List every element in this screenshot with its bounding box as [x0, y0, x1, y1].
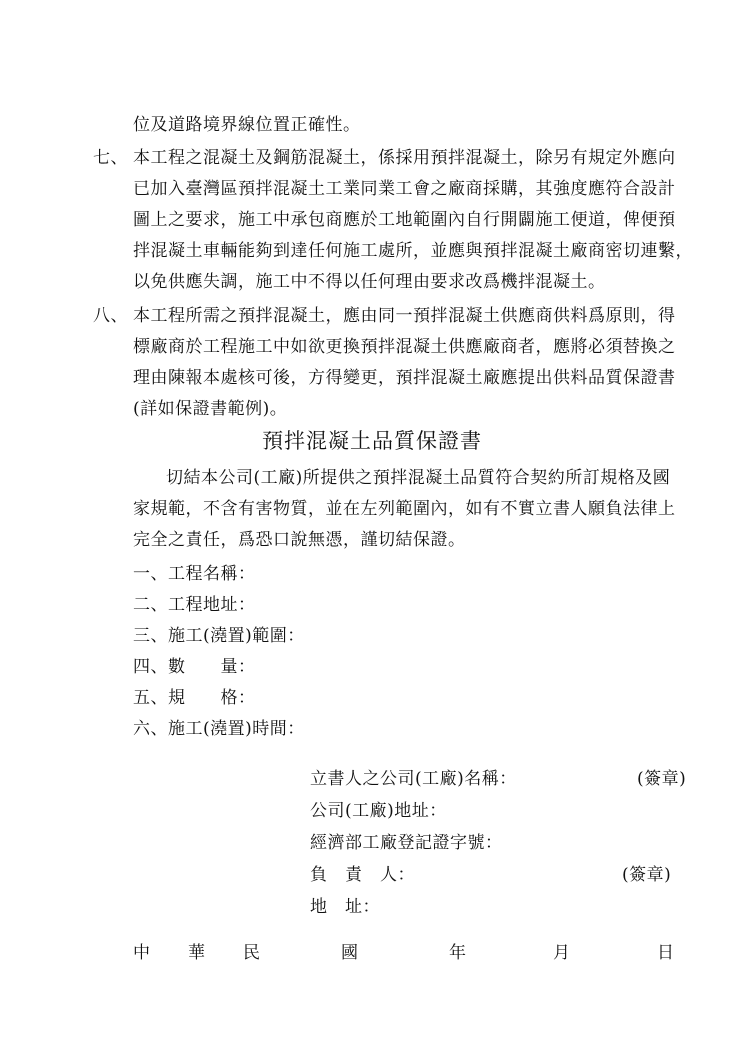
date-line: [0, 941, 744, 965]
certificate-body-line: 切結本公司(工廠)所提供之預拌混凝土品質符合契約所訂規格及國: [166, 468, 671, 488]
clause-eight-line: 理由陳報本處核可後，方得變更，預拌混凝土廠應提出供料品質保證書: [133, 368, 676, 388]
signatory-registration-number: 經濟部工廠登記證字號：: [310, 833, 503, 853]
date-char-zhong: 中: [133, 943, 151, 963]
clause-eight-line: (詳如保證書範例)。: [133, 399, 288, 419]
date-day-label: 日: [657, 943, 675, 963]
clause-eight-marker: 八、: [93, 306, 128, 326]
date-char-hua: 華: [188, 943, 206, 963]
clause-seven-line: 圖上之要求，施工中承包商應於工地範圍內自行開闢施工便道，俾便預: [133, 210, 676, 230]
date-month-label: 月: [553, 943, 571, 963]
clause-seven-marker: 七、: [93, 148, 128, 168]
field-project-name: 一、工程名稱：: [133, 564, 256, 584]
clause-eight-line: 本工程所需之預拌混凝土，應由同一預拌混凝土供應商供料爲原則，得: [133, 306, 676, 326]
field-quantity: 四、數 量：: [133, 657, 256, 677]
clause-seven-line: 以免供應失調，施工中不得以任何理由要求改爲機拌混凝土。: [133, 272, 606, 292]
signatory-company-name: 立書人之公司(工廠)名稱：: [310, 769, 517, 789]
field-pour-time: 六、施工(澆置)時間：: [133, 719, 305, 739]
signatory-company-address: 公司(工廠)地址：: [310, 801, 447, 821]
person-seal-label: (簽章): [622, 865, 672, 885]
field-specification: 五、規 格：: [133, 688, 256, 708]
certificate-title: 預拌混凝土品質保證書: [262, 429, 482, 453]
signatory-address: 地 址：: [310, 897, 380, 917]
clause-seven-line: 已加入臺灣區預拌混凝土工業同業工會之廠商採購，其強度應符合設計: [133, 179, 676, 199]
field-pour-scope: 三、施工(澆置)範圍：: [133, 626, 305, 646]
clause-eight-line: 標廠商於工程施工中如欲更換預拌混凝土供應廠商者，應將必須替換之: [133, 337, 676, 357]
clause-continuation: 位及道路境界線位置正確性。: [133, 115, 361, 135]
date-year-label: 年: [449, 943, 467, 963]
clause-seven-line: 本工程之混凝土及鋼筋混凝土，係採用預拌混凝土，除另有規定外應向: [133, 148, 676, 168]
certificate-body-line: 家規範，不含有害物質，並在左列範圍內，如有不實立書人願負法律上: [133, 499, 676, 519]
date-char-min: 民: [243, 943, 261, 963]
signatory-responsible-person: 負 責 人：: [310, 865, 415, 885]
company-seal-label: (簽章): [637, 769, 687, 789]
clause-seven-line: 拌混凝土車輛能夠到達任何施工處所，並應與預拌混凝土廠商密切連繫，: [133, 241, 693, 261]
field-project-address: 二、工程地址：: [133, 595, 256, 615]
date-char-guo: 國: [341, 943, 359, 963]
certificate-body-line: 完全之責任，爲恐口說無憑，謹切結保證。: [133, 530, 466, 550]
